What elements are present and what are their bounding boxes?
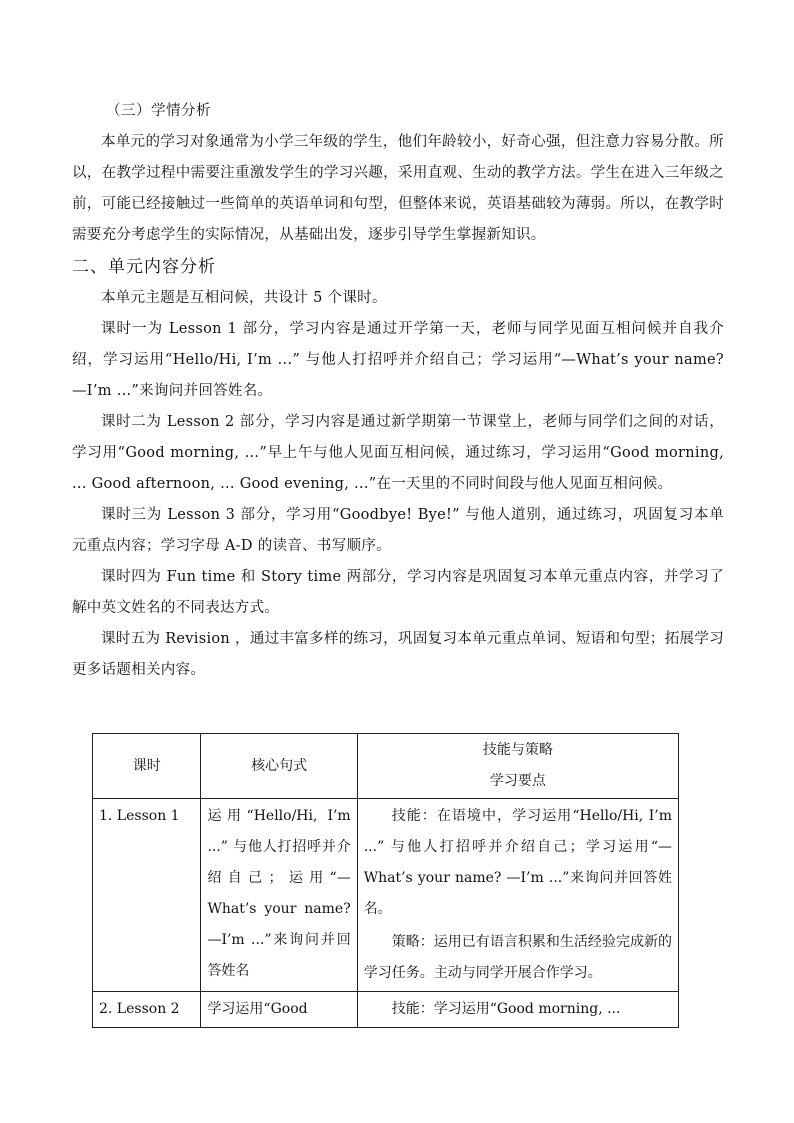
header-skills-strategy [357,734,678,799]
skills-text: 技能：学习运用“Good morning, ... [391,1001,621,1017]
cell-lesson [93,992,201,1028]
header-core-sentence: 核心句式 [201,734,357,799]
core-sentence-text: 学习运用“Good [207,1001,308,1017]
table-row [93,799,679,992]
header-skills-line2: 学习要点 [489,773,546,789]
core-sentence-text: 运用“Hello/Hi, I’m ...” 与他人打招呼并介绍自己；运用“—What’s your name? —I’m ...”来询问并回答姓名 [207,808,351,979]
strategy-text: 策略：运用已有语言积累和生活经验完成新的学习任务。主动与同学开展合作学习。 [363,934,672,981]
unit-content-paragraph: 课时一为 Lesson 1 部分，学习内容是通过开学第一天，老师与同学见面互相问候并自我介绍，学习运用“Hello/Hi, I’m ...” 与他人打招呼并介绍自己；学习运用“—What’s your name? —I’m ...”来询问并回答姓名。 [72,321,724,399]
unit-content-paragraph: 本单元主题是互相问候，共设计 5 个课时。 [101,290,387,306]
lesson-label: 2. Lesson 2 [99,1001,180,1017]
header-skills-line1: 技能与策略 [482,742,553,758]
skills-text: 技能：在语境中，学习运用“Hello/Hi, I’m ...” 与他人打招呼并介绍自己；学习运用“—What’s your name? —I’m ...”来询问并回答姓名。 [363,808,672,917]
cell-skills [357,992,678,1028]
lesson-label: 1. Lesson 1 [99,808,180,824]
cell-core-sentence [201,992,357,1028]
table-header-row [93,734,679,799]
unit-content-paragraph: 课时三为 Lesson 3 部分，学习用“Goodbye! Bye!” 与他人道别，通过练习，巩固复习本单元重点内容；学习字母 A-D 的读音、书写顺序。 [72,507,724,554]
cell-lesson [93,799,201,992]
section-heading-unit-content: 二、单元内容分析 [72,257,216,277]
section-heading-learner-analysis: （三）学情分析 [106,103,211,119]
lesson-plan-table [92,733,679,1028]
document-page [72,96,724,1017]
table-row [93,992,679,1028]
header-lesson: 课时 [93,734,201,799]
unit-content-paragraph: 课时五为 Revision ，通过丰富多样的练习，巩固复习本单元重点单词、短语和句型；拓展学习更多话题相关内容。 [72,631,724,678]
learner-analysis-paragraph: 本单元的学习对象通常为小学三年级的学生，他们年龄较小，好奇心强，但注意力容易分散。所以，在教学过程中需要注重激发学生的学习兴趣，采用直观、生动的教学方法。学生在进入三年级之前，可能已经接触过一些简单的英语单词和句型，但整体来说，英语基础较为薄弱。所以，在教学时需要充分考虑学生的实际情况，从基础出发，逐步引导学生掌握新知识。 [72,134,724,243]
cell-core-sentence [201,799,357,992]
unit-content-paragraph: 课时四为 Fun time 和 Story time 两部分，学习内容是巩固复习本单元重点内容，并学习了解中英文姓名的不同表达方式。 [72,569,724,616]
unit-content-paragraph: 课时二为 Lesson 2 部分，学习内容是通过新学期第一节课堂上，老师与同学们之间的对话，学习用“Good morning, ...”早上午与他人见面互相问候，通过练习，学习运用“Good morning, ... Good afternoon, ... Good evening, ...”在一天里的不同时间段与他人见面互相问候。 [72,414,724,492]
cell-skills [357,799,678,992]
